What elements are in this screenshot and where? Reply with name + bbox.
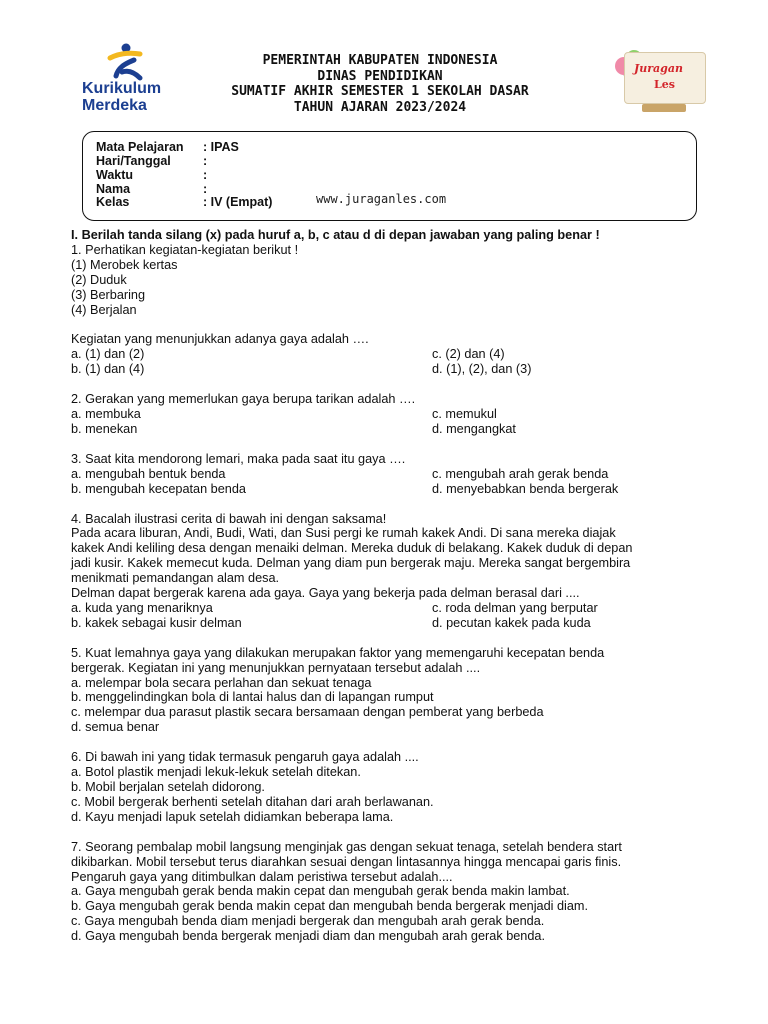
answer-option-b: b. mengubah kecepatan benda — [71, 481, 246, 496]
answer-option-d: d. semua benar — [71, 720, 160, 735]
answer-option-b: b. menggelindingkan bola di lantai halus dan di lapangan rumput — [71, 690, 434, 705]
question-3 — [71, 452, 711, 497]
question-text: 3. Saat kita mendorong lemari, maka pada saat itu gaya …. — [71, 451, 406, 466]
answer-option-a: a. kuda yang menariknya — [71, 600, 213, 615]
question-text: (4) Berjalan — [71, 302, 137, 317]
question-text: (2) Duduk — [71, 272, 127, 287]
question-text: (3) Berbaring — [71, 287, 146, 302]
info-row-subject: Mata Pelajaran : IPAS — [96, 140, 239, 154]
answer-options-row — [71, 362, 711, 377]
header-line: DINAS PENDIDIKAN — [317, 68, 443, 84]
student-info-box — [82, 131, 697, 221]
answer-option-a: a. melempar bola secara perlahan dan sekuat tenaga — [71, 675, 372, 690]
info-row-time: Waktu : — [96, 168, 208, 182]
question-7 — [71, 840, 711, 944]
answer-option-b: b. Mobil berjalan setelah didorong. — [71, 779, 265, 794]
kurikulum-merdeka-icon — [104, 42, 150, 82]
answer-option-a: a. membuka — [71, 407, 141, 422]
info-row-class: Kelas : IV (Empat) — [96, 195, 273, 209]
question-text: jadi kusir. Kakek memecut kuda. Delman yang diam pun bergerak maju. Mereka sangat bergembira — [71, 556, 631, 571]
question-text: 4. Bacalah ilustrasi cerita di bawah ini dengan saksama! — [71, 511, 387, 526]
instructions: I. Berilah tanda silang (x) pada huruf a, b, c atau d di depan jawaban yang paling benar ! — [71, 228, 600, 242]
juragan-les-logo — [612, 48, 708, 114]
info-row-name: Nama : — [96, 182, 208, 196]
answer-options-row — [71, 601, 711, 616]
answer-option-b: b. Gaya mengubah gerak benda makin cepat dan mengubah benda bergerak menjadi diam. — [71, 899, 589, 914]
question-6 — [71, 750, 711, 825]
answer-option-a: a. Botol plastik menjadi lekuk-lekuk setelah ditekan. — [71, 765, 361, 780]
answer-option-c: c. mengubah arah gerak benda — [432, 466, 609, 481]
website-watermark: www.juraganles.com — [316, 192, 447, 206]
answer-options-row — [71, 407, 711, 422]
kurikulum-merdeka-wordmark: Kurikulum Merdeka — [82, 80, 162, 114]
question-text: 2. Gerakan yang memerlukan gaya berupa tarikan adalah …. — [71, 392, 416, 407]
answer-option-c: c. memukul — [432, 407, 497, 422]
question-text: Delman dapat bergerak karena ada gaya. Gaya yang bekerja pada delman berasal dari .... — [71, 586, 580, 601]
answer-option-c: c. Gaya mengubah benda diam menjadi bergerak dan mengubah arah gerak benda. — [71, 914, 545, 929]
question-list — [71, 228, 711, 944]
question-text: kakek Andi keliling desa dengan menaiki delman. Mereka duduk di belakang. Kakek duduk di depan — [71, 541, 633, 556]
answer-option-d: d. menyebabkan benda bergerak — [432, 481, 619, 496]
question-5 — [71, 646, 711, 735]
answer-option-b: b. kakek sebagai kusir delman — [71, 615, 242, 630]
question-text: 7. Seorang pembalap mobil langsung menginjak gas dengan sekuat tenaga, setelah bendera start — [71, 839, 622, 854]
answer-option-b: b. menekan — [71, 421, 138, 436]
answer-option-d: d. Kayu menjadi lapuk setelah didiamkan beberapa lama. — [71, 809, 394, 824]
document-header — [160, 53, 600, 115]
question-text: 5. Kuat lemahnya gaya yang dilakukan merupakan faktor yang memengaruhi kecepatan benda — [71, 645, 605, 660]
answer-options-row — [71, 422, 711, 437]
header-line: SUMATIF AKHIR SEMESTER 1 SEKOLAH DASAR — [231, 84, 529, 99]
answer-option-b: b. (1) dan (4) — [71, 362, 145, 377]
question-text: Pengaruh gaya yang ditimbulkan dalam peristiwa tersebut adalah.... — [71, 869, 453, 884]
info-row-date: Hari/Tanggal : — [96, 154, 208, 168]
answer-option-a: a. Gaya mengubah gerak benda makin cepat dan mengubah gerak benda makin lambat. — [71, 884, 570, 899]
question-text: Pada acara liburan, Andi, Budi, Wati, dan Susi pergi ke rumah kakek Andi. Di sana mereka diajak — [71, 526, 616, 541]
question-2 — [71, 392, 711, 437]
question-text: 1. Perhatikan kegiatan-kegiatan berikut ! — [71, 242, 299, 257]
answer-option-a: a. mengubah bentuk benda — [71, 466, 226, 481]
answer-option-c: c. melempar dua parasut plastik secara bersamaan dengan pemberat yang berbeda — [71, 705, 544, 720]
question-text: Kegiatan yang menunjukkan adanya gaya adalah …. — [71, 332, 369, 347]
juragan-les-wordmark-top: Juragan — [634, 62, 683, 75]
answer-option-a: a. (1) dan (2) — [71, 347, 145, 362]
question-text: (1) Merobek kertas — [71, 257, 178, 272]
answer-options-row — [71, 467, 711, 482]
question-text: dikibarkan. Mobil tersebut terus diarahkan sesuai dengan lintasannya hingga mencapai garis finis. — [71, 854, 622, 869]
header-line: PEMERINTAH KABUPATEN INDONESIA — [262, 53, 498, 68]
answer-option-c: c. (2) dan (4) — [432, 347, 505, 362]
kurikulum-merdeka-logo — [82, 42, 172, 122]
question-1 — [71, 243, 711, 377]
answer-option-d: d. Gaya mengubah benda bergerak menjadi diam dan mengubah arah gerak benda. — [71, 929, 545, 944]
question-text: menikmati pemandangan alam desa. — [71, 571, 280, 586]
question-text: 6. Di bawah ini yang tidak termasuk pengaruh gaya adalah .... — [71, 750, 419, 765]
question-text: bergerak. Kegiatan ini yang menunjukkan pernyataan tersebut adalah .... — [71, 660, 481, 675]
juragan-les-wordmark-bottom: Les — [654, 78, 675, 91]
answer-options-row — [71, 347, 711, 362]
answer-option-d: d. mengangkat — [432, 421, 516, 436]
question-4 — [71, 512, 711, 631]
answer-options-row — [71, 482, 711, 497]
answer-option-d: d. pecutan kakek pada kuda — [432, 615, 591, 630]
answer-options-row — [71, 616, 711, 631]
answer-option-c: c. roda delman yang berputar — [432, 600, 598, 615]
answer-option-c: c. Mobil bergerak berhenti setelah ditahan dari arah berlawanan. — [71, 794, 434, 809]
answer-option-d: d. (1), (2), dan (3) — [432, 362, 532, 377]
header-line: TAHUN AJARAN 2023/2024 — [293, 99, 467, 115]
